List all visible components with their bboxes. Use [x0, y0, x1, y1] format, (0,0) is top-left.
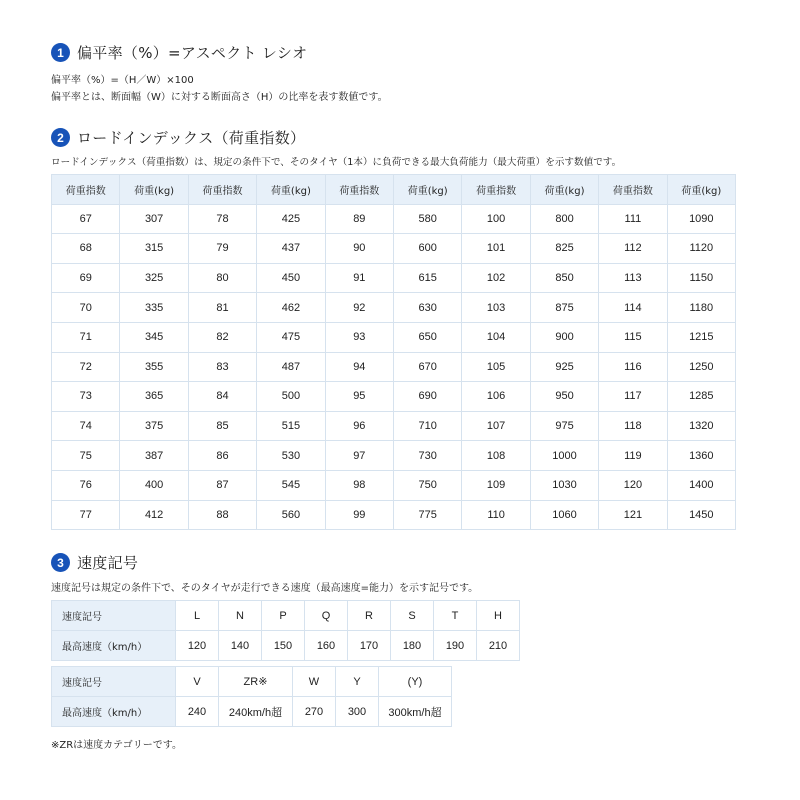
load-index-cell: 84 [188, 382, 256, 412]
load-kg-cell: 1320 [667, 411, 735, 441]
load-kg-cell: 1215 [667, 322, 735, 352]
max-speed-cell: 140 [219, 631, 262, 661]
load-kg-cell: 800 [530, 204, 598, 234]
speed-symbol-cell: V [176, 667, 219, 697]
load-kg-cell: 1400 [667, 470, 735, 500]
load-kg-cell: 500 [257, 382, 325, 412]
load-kg-cell: 515 [257, 411, 325, 441]
section-2-heading [51, 127, 305, 148]
load-index-cell: 70 [52, 293, 120, 323]
load-kg-cell: 630 [394, 293, 462, 323]
load-index-cell: 98 [325, 470, 393, 500]
load-index-cell: 83 [188, 352, 256, 382]
speed-symbol-row [52, 601, 520, 631]
load-index-cell: 90 [325, 234, 393, 264]
load-index-cell: 109 [462, 470, 530, 500]
load-index-header: 荷重指数 [325, 175, 393, 205]
load-index-cell: 76 [52, 470, 120, 500]
load-kg-cell: 580 [394, 204, 462, 234]
max-speed-row [52, 631, 520, 661]
load-kg-cell: 530 [257, 441, 325, 471]
load-index-cell: 100 [462, 204, 530, 234]
load-kg-cell: 1030 [530, 470, 598, 500]
max-speed-cell: 210 [477, 631, 520, 661]
speed-symbol-cell: H [477, 601, 520, 631]
speed-symbol-cell: Y [336, 667, 379, 697]
load-index-cell: 107 [462, 411, 530, 441]
load-index-cell: 106 [462, 382, 530, 412]
aspect-ratio-definition: 偏平率とは、断面幅（W）に対する断面高さ（H）の比率を表す数値です。 [51, 92, 388, 103]
load-kg-cell: 315 [120, 234, 188, 264]
load-kg-cell: 387 [120, 441, 188, 471]
load-index-cell: 97 [325, 441, 393, 471]
load-index-cell: 91 [325, 263, 393, 293]
load-kg-cell: 1060 [530, 500, 598, 530]
section-title: ロードインデックス（荷重指数） [77, 129, 306, 147]
speed-category-note: ※ZRは速度カテゴリーです。 [51, 740, 182, 751]
load-kg-cell: 335 [120, 293, 188, 323]
load-kg-cell: 462 [257, 293, 325, 323]
section-3-heading [51, 552, 138, 573]
load-index-cell: 67 [52, 204, 120, 234]
load-index-header: 荷重指数 [52, 175, 120, 205]
load-index-cell: 105 [462, 352, 530, 382]
load-index-cell: 85 [188, 411, 256, 441]
load-kg-header: 荷重(kg) [667, 175, 735, 205]
load-kg-cell: 1180 [667, 293, 735, 323]
load-kg-cell: 400 [120, 470, 188, 500]
load-table-header-row [52, 175, 736, 205]
max-speed-cell: 270 [293, 697, 336, 727]
load-kg-cell: 1090 [667, 204, 735, 234]
load-index-cell: 94 [325, 352, 393, 382]
max-speed-cell: 240 [176, 697, 219, 727]
speed-symbol-cell: (Y) [379, 667, 452, 697]
load-index-cell: 79 [188, 234, 256, 264]
max-speed-cell: 150 [262, 631, 305, 661]
load-kg-cell: 670 [394, 352, 462, 382]
speed-symbol-description: 速度記号は規定の条件下で、そのタイヤが走行できる速度（最高速度=能力）を示す記号です。 [51, 583, 479, 594]
load-kg-cell: 1360 [667, 441, 735, 471]
load-index-cell: 112 [599, 234, 667, 264]
load-index-cell: 108 [462, 441, 530, 471]
load-index-cell: 80 [188, 263, 256, 293]
load-kg-cell: 690 [394, 382, 462, 412]
load-index-cell: 74 [52, 411, 120, 441]
speed-symbol-cell: L [176, 601, 219, 631]
section-number-badge: 1 [51, 43, 70, 62]
speed-symbol-table-2 [51, 666, 452, 727]
section-number-badge: 3 [51, 553, 70, 572]
speed-symbol-cell: R [348, 601, 391, 631]
speed-symbol-label: 速度記号 [52, 601, 176, 631]
load-index-cell: 111 [599, 204, 667, 234]
load-index-cell: 96 [325, 411, 393, 441]
load-table-row [52, 234, 736, 264]
load-table-row [52, 500, 736, 530]
load-index-table [51, 174, 736, 530]
speed-symbol-cell: N [219, 601, 262, 631]
load-kg-cell: 1000 [530, 441, 598, 471]
load-kg-cell: 825 [530, 234, 598, 264]
load-index-cell: 103 [462, 293, 530, 323]
load-index-cell: 95 [325, 382, 393, 412]
load-kg-cell: 307 [120, 204, 188, 234]
load-table-row [52, 204, 736, 234]
load-index-cell: 75 [52, 441, 120, 471]
max-speed-label: 最高速度（km/h） [52, 631, 176, 661]
load-index-description: ロードインデックス（荷重指数）は、規定の条件下で、そのタイヤ（1本）に負荷できる最大負荷能力（最大荷重）を示す数値です。 [51, 157, 622, 168]
load-index-cell: 71 [52, 322, 120, 352]
load-kg-cell: 375 [120, 411, 188, 441]
load-index-cell: 88 [188, 500, 256, 530]
load-kg-cell: 1450 [667, 500, 735, 530]
load-index-cell: 72 [52, 352, 120, 382]
load-index-cell: 89 [325, 204, 393, 234]
max-speed-cell: 120 [176, 631, 219, 661]
load-index-cell: 99 [325, 500, 393, 530]
load-kg-cell: 975 [530, 411, 598, 441]
speed-symbol-row [52, 667, 452, 697]
load-kg-cell: 355 [120, 352, 188, 382]
max-speed-cell: 180 [391, 631, 434, 661]
load-kg-cell: 437 [257, 234, 325, 264]
max-speed-cell: 300km/h超 [379, 697, 452, 727]
load-kg-cell: 450 [257, 263, 325, 293]
speed-symbol-cell: Q [305, 601, 348, 631]
load-kg-cell: 875 [530, 293, 598, 323]
load-table-row [52, 382, 736, 412]
load-kg-header: 荷重(kg) [120, 175, 188, 205]
load-index-cell: 78 [188, 204, 256, 234]
speed-symbol-cell: T [434, 601, 477, 631]
load-kg-cell: 900 [530, 322, 598, 352]
load-kg-cell: 600 [394, 234, 462, 264]
load-kg-cell: 775 [394, 500, 462, 530]
load-kg-cell: 487 [257, 352, 325, 382]
speed-symbol-cell: P [262, 601, 305, 631]
load-index-cell: 113 [599, 263, 667, 293]
load-index-cell: 115 [599, 322, 667, 352]
load-kg-cell: 425 [257, 204, 325, 234]
load-index-cell: 82 [188, 322, 256, 352]
max-speed-cell: 190 [434, 631, 477, 661]
max-speed-label: 最高速度（km/h） [52, 697, 176, 727]
load-kg-cell: 560 [257, 500, 325, 530]
section-1-heading [51, 42, 307, 63]
speed-symbol-cell: ZR※ [219, 667, 293, 697]
max-speed-cell: 300 [336, 697, 379, 727]
load-kg-header: 荷重(kg) [530, 175, 598, 205]
load-kg-cell: 1150 [667, 263, 735, 293]
load-kg-cell: 325 [120, 263, 188, 293]
load-kg-cell: 950 [530, 382, 598, 412]
load-kg-cell: 750 [394, 470, 462, 500]
load-kg-cell: 365 [120, 382, 188, 412]
load-index-cell: 119 [599, 441, 667, 471]
load-index-cell: 117 [599, 382, 667, 412]
load-kg-cell: 650 [394, 322, 462, 352]
load-index-cell: 118 [599, 411, 667, 441]
load-kg-cell: 925 [530, 352, 598, 382]
load-index-cell: 120 [599, 470, 667, 500]
load-index-cell: 73 [52, 382, 120, 412]
load-index-header: 荷重指数 [188, 175, 256, 205]
max-speed-cell: 160 [305, 631, 348, 661]
load-kg-cell: 615 [394, 263, 462, 293]
load-index-cell: 93 [325, 322, 393, 352]
load-kg-cell: 1120 [667, 234, 735, 264]
load-kg-cell: 850 [530, 263, 598, 293]
load-kg-header: 荷重(kg) [394, 175, 462, 205]
load-kg-cell: 710 [394, 411, 462, 441]
load-index-cell: 116 [599, 352, 667, 382]
load-index-cell: 86 [188, 441, 256, 471]
load-table-row [52, 411, 736, 441]
load-table-row [52, 352, 736, 382]
load-kg-cell: 1285 [667, 382, 735, 412]
load-index-cell: 110 [462, 500, 530, 530]
load-index-cell: 121 [599, 500, 667, 530]
load-index-cell: 104 [462, 322, 530, 352]
load-index-header: 荷重指数 [462, 175, 530, 205]
load-table-row [52, 293, 736, 323]
section-title: 速度記号 [77, 554, 139, 572]
load-table-row [52, 263, 736, 293]
speed-symbol-table-1 [51, 600, 520, 661]
load-index-cell: 77 [52, 500, 120, 530]
load-index-cell: 101 [462, 234, 530, 264]
load-kg-cell: 1250 [667, 352, 735, 382]
speed-symbol-label: 速度記号 [52, 667, 176, 697]
load-index-cell: 87 [188, 470, 256, 500]
load-kg-cell: 475 [257, 322, 325, 352]
load-index-cell: 102 [462, 263, 530, 293]
load-index-header: 荷重指数 [599, 175, 667, 205]
load-table-row [52, 322, 736, 352]
load-index-cell: 92 [325, 293, 393, 323]
load-index-cell: 81 [188, 293, 256, 323]
section-title: 偏平率（%）=アスペクト レシオ [77, 44, 308, 62]
load-kg-header: 荷重(kg) [257, 175, 325, 205]
load-index-cell: 69 [52, 263, 120, 293]
max-speed-row [52, 697, 452, 727]
speed-symbol-cell: W [293, 667, 336, 697]
load-table-row [52, 470, 736, 500]
load-kg-cell: 412 [120, 500, 188, 530]
aspect-ratio-formula: 偏平率（%）=（H／W）×100 [51, 75, 194, 86]
load-index-cell: 68 [52, 234, 120, 264]
load-table-row [52, 441, 736, 471]
load-kg-cell: 345 [120, 322, 188, 352]
section-number-badge: 2 [51, 128, 70, 147]
load-kg-cell: 730 [394, 441, 462, 471]
load-index-cell: 114 [599, 293, 667, 323]
max-speed-cell: 240km/h超 [219, 697, 293, 727]
max-speed-cell: 170 [348, 631, 391, 661]
load-kg-cell: 545 [257, 470, 325, 500]
speed-symbol-cell: S [391, 601, 434, 631]
